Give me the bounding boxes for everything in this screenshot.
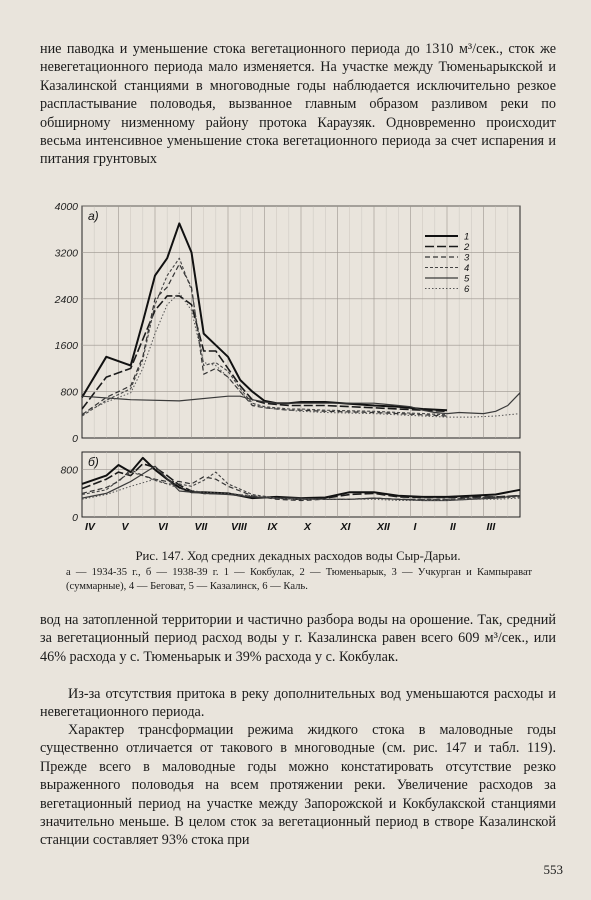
xtick-label-XII: XII <box>377 521 390 533</box>
figure-chart <box>40 198 560 536</box>
legend-label-1: 1 <box>464 231 470 243</box>
legend-label-6: 6 <box>464 284 470 295</box>
panel-1-ytick-label: 1600 <box>54 340 78 353</box>
panel-1-ytick-label: 0 <box>72 433 78 445</box>
figure-caption-title: Рис. 147. Ход средних декадных расходов воды Сыр-Дарьи. <box>135 549 461 563</box>
paragraph-2: вод на затопленной территории и частично разбора воды на орошение. Так, средний за вегетационный период расход воды у г. Казалинска равен всего 609 м³/сек., или 46% расхода у с. Тюменьарык и 39% расхода у с. Кокбулак. <box>40 612 556 665</box>
xtick-label-XI: XI <box>340 521 351 533</box>
xtick-label-IX: IX <box>267 521 278 533</box>
paragraph-1: ние паводка и уменьшение стока вегетационного периода до 1310 м³/сек., сток же невегетационного периода мало изменяется. На участке между Тюменьарыкской и Казалинской станциями в многоводные годы наблюдается исключительно резкое распластывание половодья, вызванное главным образом разливом реки по обширному низменному району протока Караузяк. Одновременно происходит весьма интенсивное уменьшение стока вегетационного периода за счет испарения и питания грунтовых <box>40 41 556 168</box>
legend-label-5: 5 <box>464 273 470 285</box>
panel-1-label: а) <box>88 209 99 223</box>
panel-1-ytick-label: 800 <box>60 386 78 399</box>
paragraph-4: Характер трансформации режима жидкого стока в маловодные годы существенно отличается от такового в многоводные (см. рис. 147 и табл. 119). Прежде всего в маловодные годы можно констатировать отсутствие резко выраженного половодья на всем протяжении реки. Увеличение расходов за вегетационный период на участке между Запорожской и Кокбулакской станциями значительно меньше. В целом сток за вегетационный период в створе Казалинской станции составляет 93% стока при <box>40 722 556 849</box>
figure-147 <box>40 198 560 536</box>
panel-2-ytick-label: 800 <box>60 464 78 477</box>
panel-1-ytick-label: 3200 <box>54 247 78 260</box>
xtick-label-IV: IV <box>85 521 95 533</box>
xtick-label-III: III <box>486 521 496 533</box>
panel-1-ytick-label: 2400 <box>54 293 78 306</box>
legend-label-2: 2 <box>464 242 470 253</box>
page-number: 553 <box>543 862 563 877</box>
figure-caption-legend: а — 1934-35 г., б — 1938-39 г. 1 — Кокбулак, 2 — Тюменьарык, 3 — Учкурган и Кампырават (суммарные), 4 — Беговат, 5 — Казалинск, 6 — Каль. <box>66 567 532 592</box>
panel-2-ytick-label: 0 <box>72 512 78 524</box>
legend-label-4: 4 <box>464 263 470 274</box>
panel-1-ytick-label: 4000 <box>54 201 78 213</box>
panel-2-label: б) <box>88 455 99 469</box>
paragraph-3: Из-за отсутствия притока в реку дополнительных вод уменьшаются расходы и невегетационного периода. <box>40 686 556 721</box>
xtick-label-VI: VI <box>158 521 168 533</box>
xtick-label-V: V <box>121 521 129 533</box>
xtick-label-VIII: VIII <box>231 521 247 533</box>
xtick-label-II: II <box>450 521 456 533</box>
xtick-label-X: X <box>304 521 312 533</box>
xtick-label-I: I <box>413 521 417 533</box>
legend-label-3: 3 <box>464 252 470 264</box>
xtick-label-VII: VII <box>194 521 208 533</box>
